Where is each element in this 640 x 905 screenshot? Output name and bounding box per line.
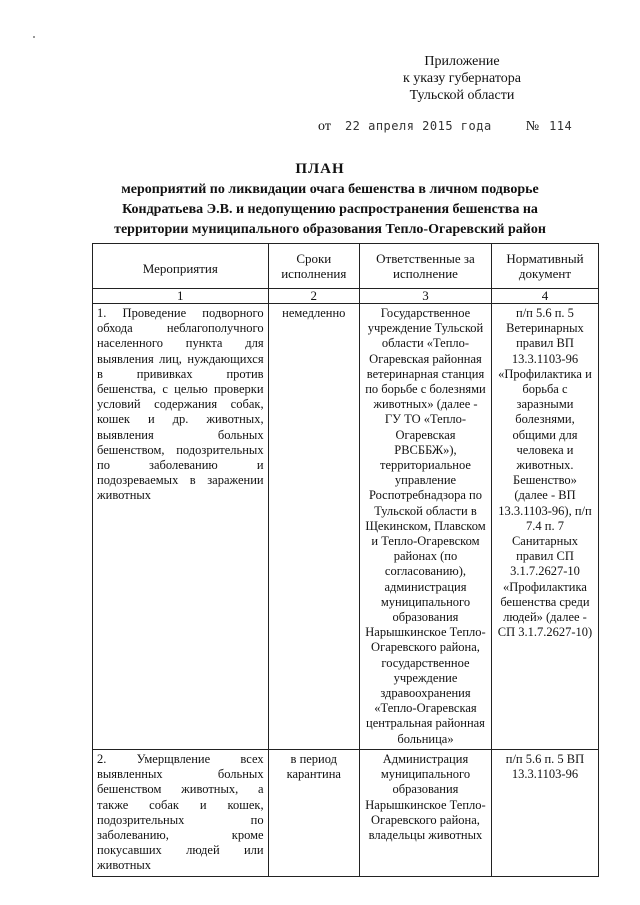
date-stamp: 22 апреля 2015 года (344, 119, 492, 133)
appendix-line-2: к указу губернатора (402, 71, 522, 86)
column-number-row (93, 289, 599, 304)
deadline-cell: немедленно (268, 304, 359, 750)
appendix-line-1: Приложение (424, 54, 500, 69)
responsible-cell: Администрация муниципального образования Нарышкинское Тепло-Огаревского района, владельцы животных (360, 749, 492, 876)
plan-title: ПЛАН (295, 161, 345, 177)
header-measures: Мероприятия (93, 244, 269, 289)
column-number: 2 (268, 289, 359, 304)
measure-cell: 2. Умерщвление всех выявленных больных бешенством животных, а также собак и кошек, подозрительных по заболеванию, кроме покусавших людей или животных (93, 749, 269, 876)
responsible-cell: Государственное учреждение Тульской области «Тепло-Огаревская районная ветеринарная станция по борьбе с болезнями животных» (далее - ГУ ТО «Тепло-Огаревская РВСББЖ»), территориальное управление Роспотребнадзора по Тульской области в Щекинском, Плавском и Тепло-Огаревском районах (по согласованию), администрация муниципального образования Нарышкинское Тепло-Огаревского района, государственное учреждение здравоохранения «Тепло-Огаревская центральная районная больница» (360, 304, 492, 750)
column-number: 1 (93, 289, 269, 304)
number-sign: № (525, 119, 540, 134)
plan-table (92, 243, 599, 877)
decree-dateline (318, 119, 572, 135)
table-row (93, 749, 599, 876)
appendix-block (352, 53, 572, 104)
appendix-line-3: Тульской области (409, 88, 515, 103)
column-number: 4 (491, 289, 598, 304)
scan-speck (33, 36, 35, 38)
deadline-cell: в период карантина (268, 749, 359, 876)
document-cell: п/п 5.6 п. 5 Ветеринарных правил ВП 13.3.1103-96 «Профилактика и борьба с заразными болезнями, общими для человека и животных. Бешенство» (далее - ВП 13.3.1103-96), п/п 7.4 п. 7 Санитарных правил СП 3.1.7.2627-10 «Профилактика бешенства среди людей» (далее - СП 3.1.7.2627-10) (491, 304, 598, 750)
document-cell: п/п 5.6 п. 5 ВП 13.3.1103-96 (491, 749, 598, 876)
number-stamp: 114 (549, 119, 573, 133)
column-number: 3 (360, 289, 492, 304)
measure-cell: 1. Проведение подворного обхода неблагополучного населенного пункта для выявления лиц, нуждающихся в прививках против бешенства, с целью проверки условий содержания собак, кошек и др. животных, выявления больных бешенством, подозрительных по заболеванию и подозреваемых в заражении животных (93, 304, 269, 750)
header-normative-document: Нормативный документ (491, 244, 598, 289)
plan-subtitle: мероприятий по ликвидации очага бешенства в личном подворье Кондратьева Э.В. и недопущению распространения бешенства на территории муниципального образования Тепло-Огаревский район (114, 182, 546, 237)
header-responsible: Ответственные за исполнение (360, 244, 492, 289)
date-prefix: от (318, 119, 331, 134)
table-row (93, 304, 599, 750)
header-deadlines: Сроки исполнения (268, 244, 359, 289)
table-header-row (93, 244, 599, 289)
